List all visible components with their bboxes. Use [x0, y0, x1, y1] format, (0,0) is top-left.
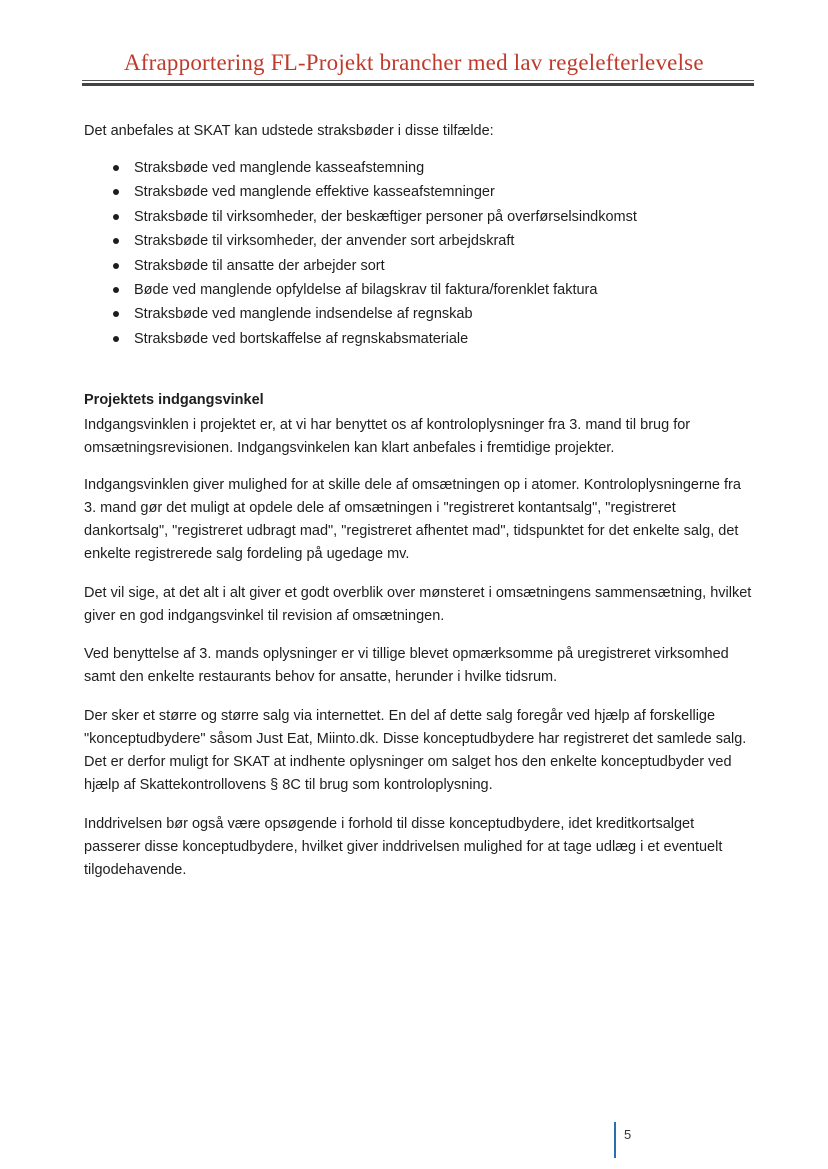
list-item [108, 329, 637, 353]
page-header-title: Afrapportering FL-Projekt brancher med lav regelefterlevelse [124, 50, 704, 75]
intro-sentence: Det anbefales at SKAT kan udstede straksbøder i disse tilfælde: [84, 123, 494, 139]
paragraph-atoms: Indgangsvinklen giver mulighed for at skille dele af omsætningen op i atomer. Kontroloplysningerne fra 3. mand gør det muligt at opdele dele af omsætningen i "registreret kontantsalg", "registreret dankortsalg", "registreret udbragt mad", "registreret afhentet mad", tidspunktet for det enkelte salg, det enkelte registrerede salg fordeling på ugedage mv. [84, 477, 741, 562]
bullet-icon [113, 238, 119, 244]
section-heading: Projektets indgangsvinkel [84, 392, 264, 408]
paragraph-approach: Indgangsvinklen i projektet er, at vi har benyttet os af kontroloplysninger fra 3. mand til brug for omsætningsrevisionen. Indgangsvinkelen kan klart anbefales i fremtidige projekter. [84, 417, 691, 456]
bullet-icon [113, 165, 119, 171]
paragraph-unregistered: Ved benyttelse af 3. mands oplysninger er vi tillige blevet opmærksomme på uregistreret virksomhed samt den enkelte restaurants behov for ansatte, herunder i hvilke tidsrum. [84, 646, 729, 685]
paragraph-overview: Det vil sige, at det alt i alt giver et godt overblik over mønsteret i omsætningens sammensætning, hvilket giver en god indgangsvinkel til revision af omsætningen. [84, 585, 752, 624]
list-item [108, 256, 637, 280]
list-item-text: Straksbøde ved manglende kasseafstemning [134, 160, 425, 176]
list-item-text: Straksbøde til virksomheder, der anvender sort arbejdskraft [134, 233, 515, 250]
paragraph-internet-sales: Der sker et større og større salg via internettet. En del af dette salg foregår ved hjælp af forskellige "konceptudbydere" såsom Just Eat, Miinto.dk. Disse konceptudbydere har registreret det samlede salg. Det er derfor muligt for SKAT at indhente oplysninger om salget hos den enkelte konceptudbyder ved hjælp af Skattekontrollovens § 8C til brug som kontroloplysning. [84, 708, 747, 793]
recommendation-list [108, 158, 637, 353]
header-rule-thin [82, 80, 754, 81]
header-rule-thick [82, 83, 754, 86]
list-item [108, 207, 637, 231]
page-number-marker [614, 1122, 616, 1158]
list-item-text: Straksbøde ved manglende effektive kasseafstemninger [134, 184, 495, 201]
bullet-icon [113, 214, 119, 220]
bullet-icon [113, 263, 119, 269]
list-item-text: Bøde ved manglende opfyldelse af bilagskrav til faktura/forenklet faktura [134, 281, 598, 298]
list-item [108, 158, 637, 182]
list-item [108, 304, 637, 328]
paragraph-collection: Inddrivelsen bør også være opsøgende i forhold til disse konceptudbydere, idet kreditkortsalget passerer disse konceptudbydere, hvilket giver inddrivelsen mulighed for at tage udlæg i et eventuelt tilgodehavende. [84, 816, 723, 878]
list-item [108, 231, 637, 255]
list-item-text: Straksbøde ved manglende indsendelse af regnskab [134, 306, 473, 323]
bullet-icon [113, 287, 119, 293]
list-item-text: Straksbøde ved bortskaffelse af regnskabsmateriale [134, 330, 469, 347]
page-number: 5 [624, 1127, 632, 1142]
bullet-icon [113, 189, 119, 195]
list-item [108, 182, 637, 206]
list-item [108, 280, 637, 304]
bullet-icon [113, 336, 119, 342]
list-item-text: Straksbøde til virksomheder, der beskæftiger personer på overførselsindkomst [134, 208, 637, 225]
bullet-icon [113, 311, 119, 317]
list-item-text: Straksbøde til ansatte der arbejder sort [134, 257, 385, 274]
